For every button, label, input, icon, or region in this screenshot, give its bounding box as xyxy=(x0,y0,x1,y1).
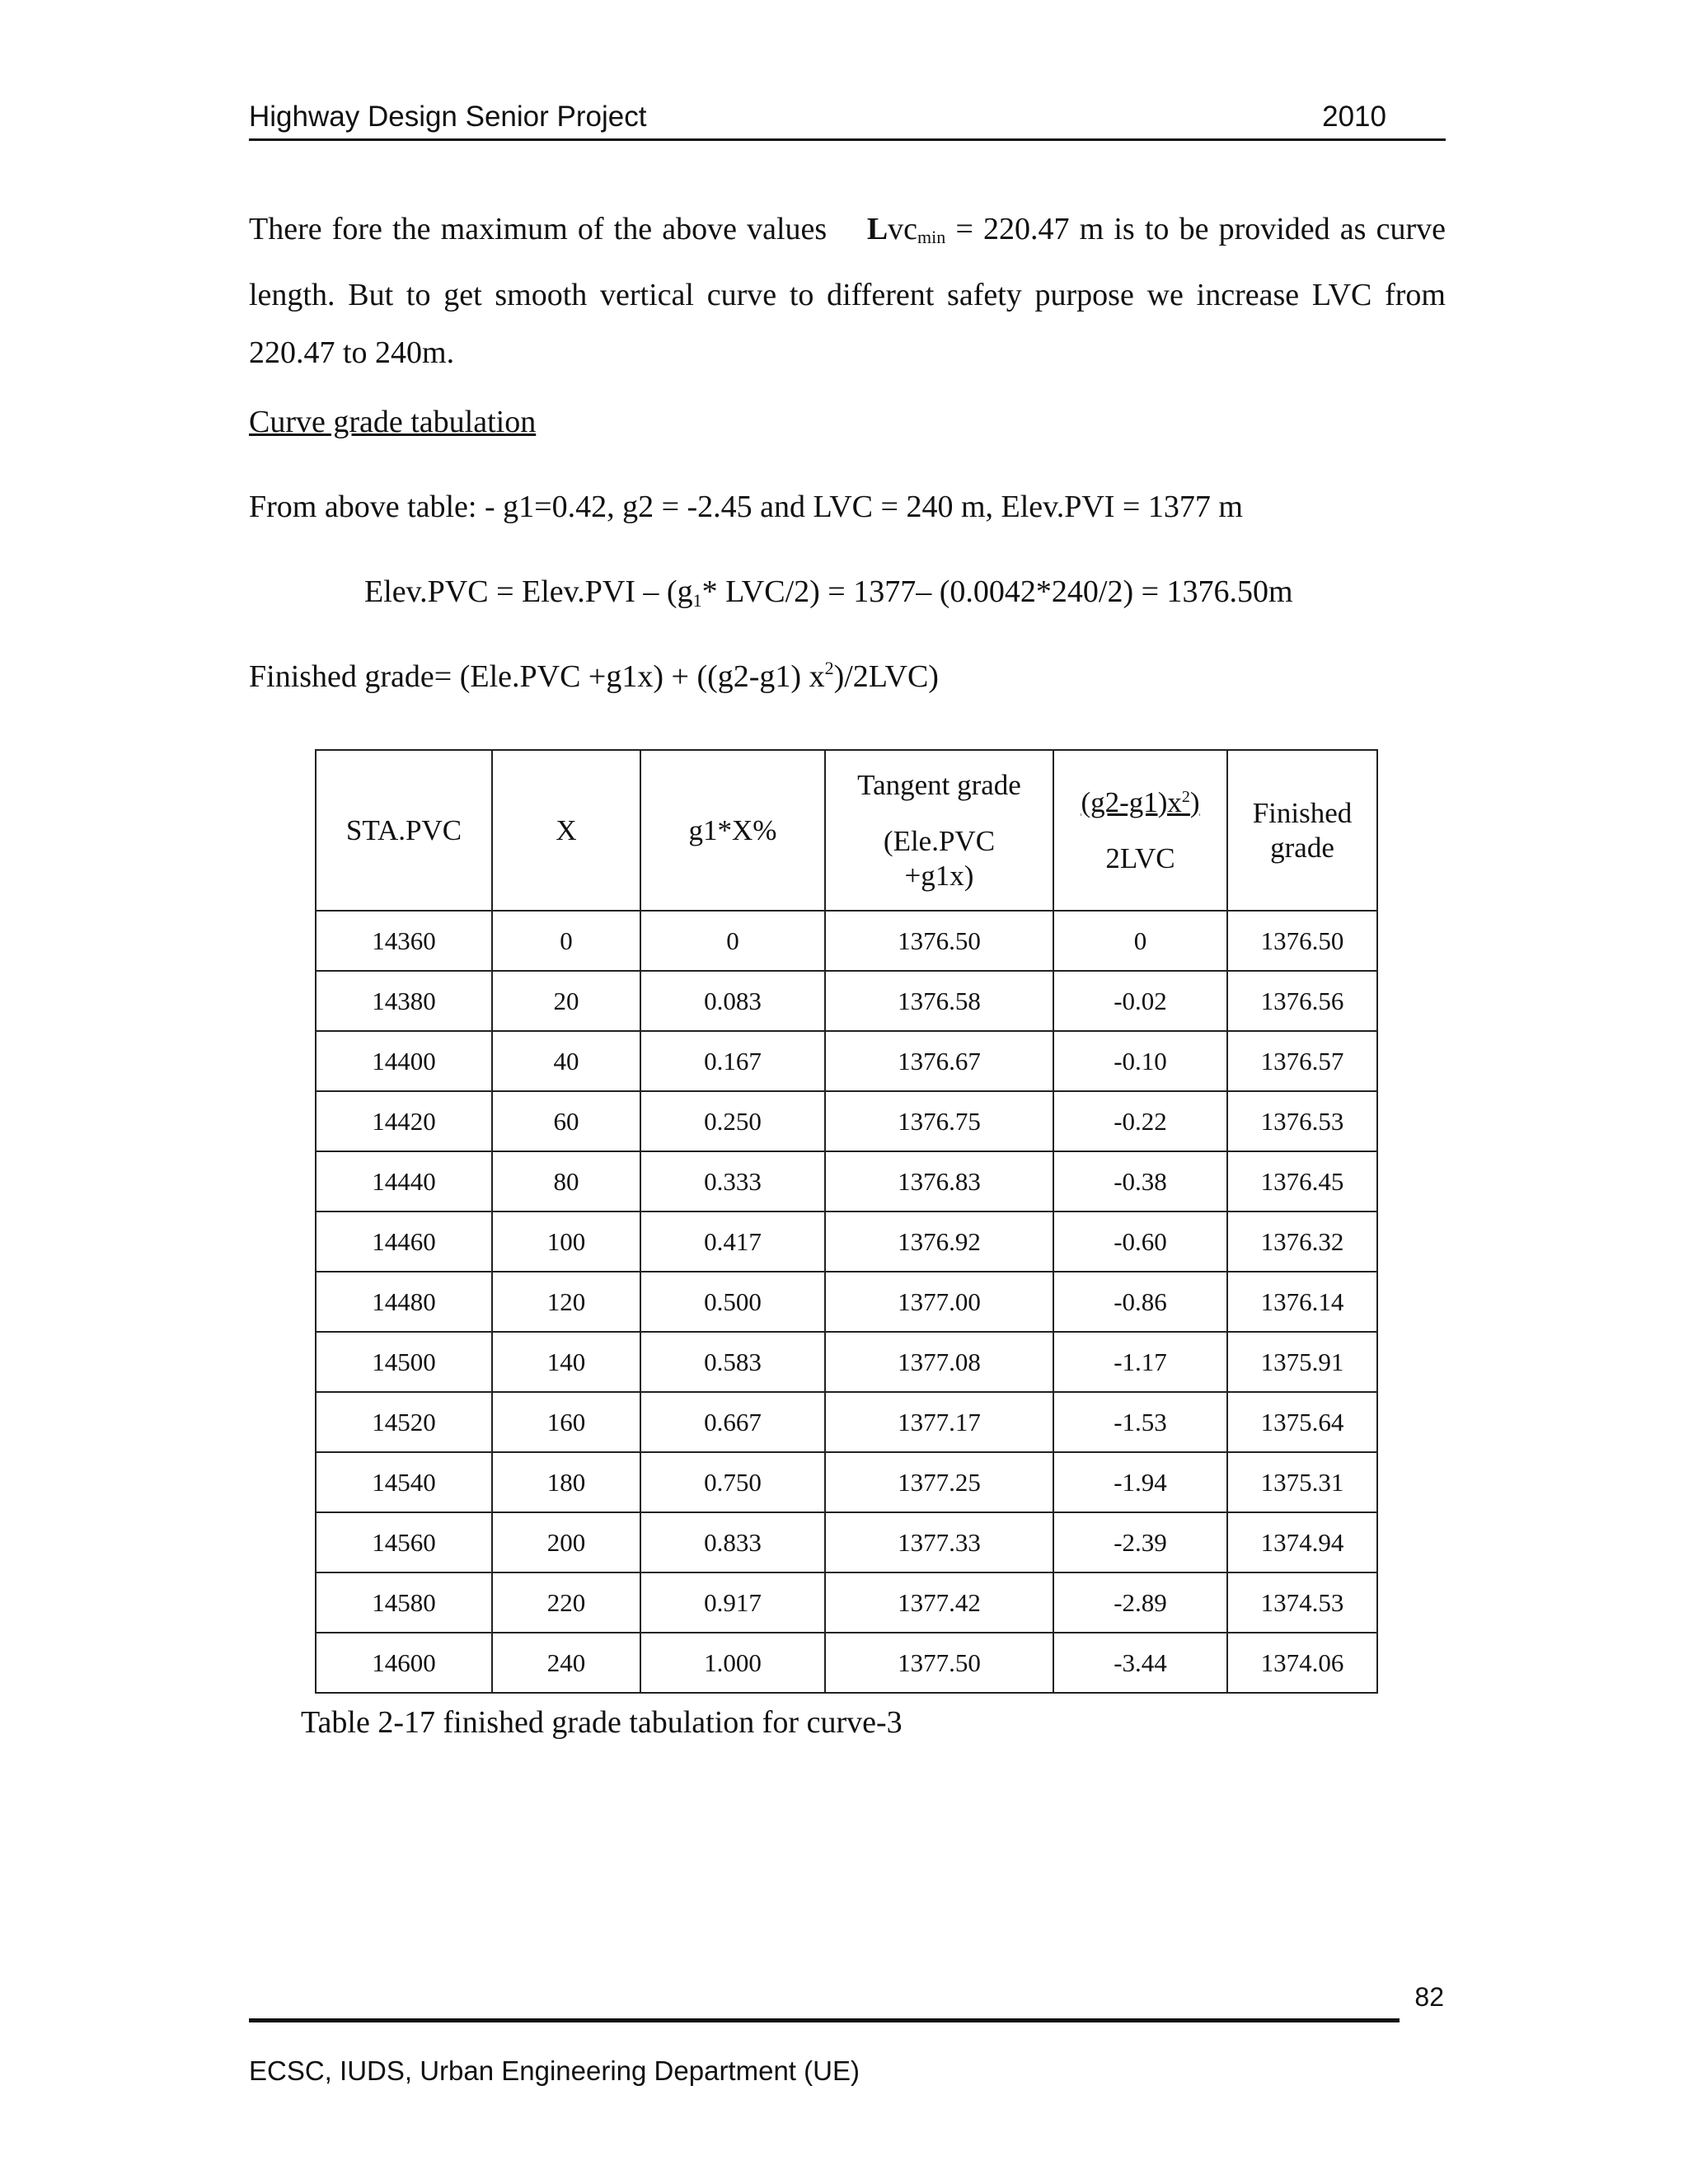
table-row xyxy=(316,1151,1377,1212)
table-cell: 14420 xyxy=(316,1091,492,1151)
table-row xyxy=(316,1212,1377,1272)
table-cell: 1376.53 xyxy=(1227,1091,1377,1151)
formula-part1: Finished grade= (Ele.PVC +g1x) + ((g2-g1) x xyxy=(249,659,825,694)
elev-pvc-equation xyxy=(364,574,1293,612)
table-row xyxy=(316,1091,1377,1151)
table-cell: -0.60 xyxy=(1053,1212,1227,1272)
tangent-line1: Tangent grade xyxy=(857,768,1021,801)
table-cell: 0.250 xyxy=(640,1091,825,1151)
table-caption: Table 2-17 finished grade tabulation for curve-3 xyxy=(301,1705,903,1740)
table-cell: 14360 xyxy=(316,911,492,971)
given-values-line: From above table: - g1=0.42, g2 = -2.45 and LVC = 240 m, Elev.PVI = 1377 m xyxy=(249,490,1243,524)
table-cell: 1375.91 xyxy=(1227,1332,1377,1392)
lvc-subscript: min xyxy=(917,227,946,247)
table-cell: 1376.45 xyxy=(1227,1151,1377,1212)
table-cell: 0.500 xyxy=(640,1272,825,1332)
table-cell: 1375.64 xyxy=(1227,1392,1377,1452)
table-cell: 0.750 xyxy=(640,1452,825,1512)
table-cell: -1.94 xyxy=(1053,1452,1227,1512)
elev-pvc-part1: Elev.PVC = Elev.PVI – (g xyxy=(364,574,693,609)
table-cell: 1376.58 xyxy=(825,971,1053,1031)
grade-tabulation-table xyxy=(315,749,1378,1694)
table-cell: 1376.50 xyxy=(1227,911,1377,971)
table-cell: 1377.33 xyxy=(825,1512,1053,1572)
tangent-line3: +g1x) xyxy=(904,859,974,892)
table-row xyxy=(316,1031,1377,1091)
table-cell: 160 xyxy=(492,1392,640,1452)
header-x: X xyxy=(492,750,640,911)
table-cell: 0 xyxy=(640,911,825,971)
formula-part2: )/2LVC) xyxy=(833,659,939,694)
lvc-symbol-rest: vc xyxy=(888,212,918,246)
formula-superscript: 2 xyxy=(824,658,834,678)
table-cell: 14480 xyxy=(316,1272,492,1332)
table-cell: 220 xyxy=(492,1572,640,1633)
table-cell: 1376.32 xyxy=(1227,1212,1377,1272)
table-cell: 14400 xyxy=(316,1031,492,1091)
table-cell: 1377.08 xyxy=(825,1332,1053,1392)
table-cell: -2.39 xyxy=(1053,1512,1227,1572)
footer-divider xyxy=(249,2018,1400,2022)
lvc-symbol: L xyxy=(866,212,889,246)
table-cell: 100 xyxy=(492,1212,640,1272)
table-cell: 0.583 xyxy=(640,1332,825,1392)
table-cell: 1376.50 xyxy=(825,911,1053,971)
offset-num-sup: 2 xyxy=(1181,787,1190,806)
table-cell: 1376.14 xyxy=(1227,1272,1377,1332)
offset-denominator: 2LVC xyxy=(1105,841,1175,874)
table-cell: 1375.31 xyxy=(1227,1452,1377,1512)
table-cell: -3.44 xyxy=(1053,1633,1227,1693)
table-row xyxy=(316,1633,1377,1693)
finished-line2: grade xyxy=(1270,831,1334,864)
page-header xyxy=(249,97,1446,141)
intro-text-2: = 220.47 m is to be provided as curve length. But to get smooth vertical curve to different safety purpose we increase LVC from 220.47 to 240m. xyxy=(249,212,1446,370)
table-cell: 14560 xyxy=(316,1512,492,1572)
table-cell: 14440 xyxy=(316,1151,492,1212)
table-cell: 1376.92 xyxy=(825,1212,1053,1272)
table-cell: -2.89 xyxy=(1053,1572,1227,1633)
table-cell: -0.22 xyxy=(1053,1091,1227,1151)
table-cell: 20 xyxy=(492,971,640,1031)
table-cell: 0 xyxy=(492,911,640,971)
table-cell: 40 xyxy=(492,1031,640,1091)
offset-num-text: (g2-g1)x xyxy=(1081,785,1182,818)
table-cell: -0.38 xyxy=(1053,1151,1227,1212)
table-cell: 0.917 xyxy=(640,1572,825,1633)
table-cell: 14580 xyxy=(316,1572,492,1633)
table-cell: 1374.94 xyxy=(1227,1512,1377,1572)
table-cell: 14500 xyxy=(316,1332,492,1392)
section-heading: Curve grade tabulation xyxy=(249,405,537,439)
table-cell: 1376.56 xyxy=(1227,971,1377,1031)
offset-num-close: ) xyxy=(1189,785,1200,818)
intro-text-1: There fore the maximum of the above values xyxy=(249,212,828,246)
table-cell: 200 xyxy=(492,1512,640,1572)
table-cell: -1.17 xyxy=(1053,1332,1227,1392)
table-cell: 1377.17 xyxy=(825,1392,1053,1452)
table-cell: 1.000 xyxy=(640,1633,825,1693)
table-cell: 1377.00 xyxy=(825,1272,1053,1332)
table-cell: -0.86 xyxy=(1053,1272,1227,1332)
header-finished-grade xyxy=(1227,750,1377,911)
table-row xyxy=(316,971,1377,1031)
table-row xyxy=(316,911,1377,971)
header-tangent-grade xyxy=(825,750,1053,911)
table-cell: 180 xyxy=(492,1452,640,1512)
table-cell: -1.53 xyxy=(1053,1392,1227,1452)
table-cell: 80 xyxy=(492,1151,640,1212)
table-cell: 1376.57 xyxy=(1227,1031,1377,1091)
page-number: 82 xyxy=(1414,1982,1444,2012)
table-cell: 1376.83 xyxy=(825,1151,1053,1212)
table-cell: 14460 xyxy=(316,1212,492,1272)
table-cell: 1377.50 xyxy=(825,1633,1053,1693)
tangent-line2: (Ele.PVC xyxy=(883,824,996,857)
header-sta-pvc: STA.PVC xyxy=(316,750,492,911)
table-cell: 1376.67 xyxy=(825,1031,1053,1091)
header-curve-offset xyxy=(1053,750,1227,911)
table-cell: 140 xyxy=(492,1332,640,1392)
table-cell: 0.083 xyxy=(640,971,825,1031)
table-header-row xyxy=(316,750,1377,911)
offset-numerator xyxy=(1054,785,1226,820)
table-row xyxy=(316,1512,1377,1572)
table-cell: -0.02 xyxy=(1053,971,1227,1031)
table-row xyxy=(316,1452,1377,1512)
table-row xyxy=(316,1272,1377,1332)
elev-pvc-part2: * LVC/2) = 1377– (0.0042*240/2) = 1376.50m xyxy=(701,574,1293,609)
table-cell: 0 xyxy=(1053,911,1227,971)
table-cell: 0.833 xyxy=(640,1512,825,1572)
table-cell: 240 xyxy=(492,1633,640,1693)
header-year: 2010 xyxy=(1322,101,1386,133)
table-cell: 14520 xyxy=(316,1392,492,1452)
table-cell: 1374.53 xyxy=(1227,1572,1377,1633)
header-title: Highway Design Senior Project xyxy=(249,101,647,133)
table-cell: 0.417 xyxy=(640,1212,825,1272)
table-cell: 1377.25 xyxy=(825,1452,1053,1512)
table-cell: 0.667 xyxy=(640,1392,825,1452)
finished-grade-formula xyxy=(249,658,939,695)
table-row xyxy=(316,1332,1377,1392)
table-cell: 1376.75 xyxy=(825,1091,1053,1151)
table-cell: 60 xyxy=(492,1091,640,1151)
table-cell: 0.333 xyxy=(640,1151,825,1212)
table-cell: -0.10 xyxy=(1053,1031,1227,1091)
table-cell: 14380 xyxy=(316,971,492,1031)
footer-text: ECSC, IUDS, Urban Engineering Department (UE) xyxy=(249,2055,860,2086)
table-cell: 0.167 xyxy=(640,1031,825,1091)
table-row xyxy=(316,1392,1377,1452)
header-g1x: g1*X% xyxy=(640,750,825,911)
finished-line1: Finished xyxy=(1252,796,1353,829)
table-row xyxy=(316,1572,1377,1633)
table-cell: 1374.06 xyxy=(1227,1633,1377,1693)
table-cell: 14600 xyxy=(316,1633,492,1693)
elev-pvc-subscript: 1 xyxy=(692,590,702,611)
table-cell: 120 xyxy=(492,1272,640,1332)
table-cell: 14540 xyxy=(316,1452,492,1512)
table-cell: 1377.42 xyxy=(825,1572,1053,1633)
intro-paragraph xyxy=(249,200,1446,382)
